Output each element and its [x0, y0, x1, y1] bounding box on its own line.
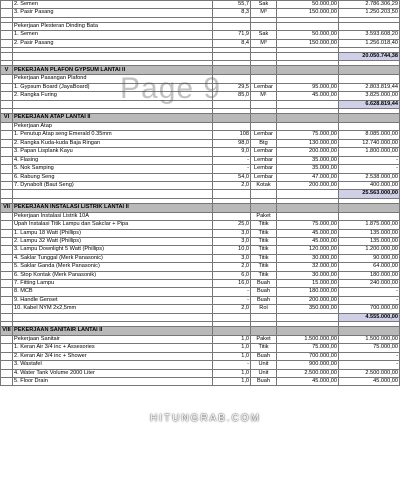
item-unit: M³: [251, 39, 277, 47]
subtotal-row: [1, 53, 400, 61]
item-description: 5. Nok Samping: [13, 165, 213, 173]
empty-cell: [277, 313, 339, 321]
item-volume: 1,0: [213, 352, 251, 360]
item-number: [1, 173, 13, 181]
item-total: [339, 22, 400, 30]
item-number: [1, 352, 13, 360]
item-unit-price: 32.000,00: [277, 263, 339, 271]
item-number: [1, 156, 13, 164]
item-number: [1, 344, 13, 352]
item-number: [1, 123, 13, 131]
item-total: -: [339, 165, 400, 173]
item-volume: 2,0: [213, 181, 251, 189]
item-volume: [213, 22, 251, 30]
empty-cell: [213, 53, 251, 61]
item-total: 180.000,00: [339, 271, 400, 279]
item-description: 3. Pasir Pasang: [13, 9, 213, 17]
table-row: [1, 288, 400, 296]
item-number: [1, 369, 13, 377]
item-volume: 1,0: [213, 369, 251, 377]
item-volume: 29,5: [213, 83, 251, 91]
item-number: [1, 336, 13, 344]
item-total: 2.500.000,00: [339, 369, 400, 377]
table-row: [1, 254, 400, 262]
empty-cell: [277, 53, 339, 61]
empty-cell: [277, 114, 339, 123]
item-volume: 9,0: [213, 148, 251, 156]
item-volume: 25,0: [213, 221, 251, 229]
empty-cell: [277, 66, 339, 75]
empty-cell: [213, 313, 251, 321]
item-total: 2.538.000,00: [339, 173, 400, 181]
item-total: 1.250.203,50: [339, 9, 400, 17]
item-unit: Btg: [251, 139, 277, 147]
item-volume: 10,0: [213, 246, 251, 254]
item-volume: 1,0: [213, 378, 251, 386]
item-unit: M³: [251, 9, 277, 17]
item-unit: Titik: [251, 221, 277, 229]
item-total: [339, 75, 400, 83]
item-unit-price: 45.000,00: [277, 92, 339, 100]
item-unit-price: 200.000,00: [277, 181, 339, 189]
empty-cell: [1, 53, 13, 61]
item-number: [1, 229, 13, 237]
item-description: 4. Flasing: [13, 156, 213, 164]
item-description: 1. Gypsum Board (JayaBoard): [13, 83, 213, 91]
section-title: PEKERJAAN INSTALASI LISTRIK LANTAI II: [13, 203, 213, 212]
item-number: [1, 22, 13, 30]
item-unit: Buah: [251, 279, 277, 287]
item-total: 3.825.000,00: [339, 92, 400, 100]
item-unit: Titik: [251, 254, 277, 262]
item-number: [1, 31, 13, 39]
item-volume: 108: [213, 131, 251, 139]
item-total: 3.593.608,20: [339, 31, 400, 39]
section-header-row: [1, 327, 400, 336]
item-unit: Titik: [251, 344, 277, 352]
item-total: 135.000,00: [339, 237, 400, 245]
item-number: [1, 305, 13, 313]
item-volume: -: [213, 288, 251, 296]
item-volume: -: [213, 361, 251, 369]
table-row: [1, 271, 400, 279]
empty-cell: [277, 100, 339, 108]
item-volume: 16,0: [213, 279, 251, 287]
item-description: 4. Saklar Tunggal (Merk Panasonic): [13, 254, 213, 262]
item-description: 10. Kabel NYM 2x2,5mm: [13, 305, 213, 313]
empty-cell: [213, 66, 251, 75]
item-unit: Buah: [251, 296, 277, 304]
item-unit: Kotak: [251, 181, 277, 189]
item-total: 12.740.000,00: [339, 139, 400, 147]
item-total: 8.085.000,00: [339, 131, 400, 139]
item-unit-price: 130.000,00: [277, 139, 339, 147]
page-watermark: Page 9: [120, 72, 222, 105]
item-total: [339, 123, 400, 131]
empty-cell: [213, 203, 251, 212]
item-unit-price: 45.000,00: [277, 229, 339, 237]
table-row: [1, 279, 400, 287]
item-total: -: [339, 352, 400, 360]
item-description: 4. Water Tank Volume 2000 Liter: [13, 369, 213, 377]
item-volume: 3,0: [213, 229, 251, 237]
table-row: [1, 246, 400, 254]
table-row: [1, 83, 400, 91]
subtotal-value: 4.555.000,00: [339, 313, 400, 321]
item-unit: [251, 123, 277, 131]
table-row: [1, 296, 400, 304]
item-volume: 1,0: [213, 336, 251, 344]
item-total: 2.803.819,44: [339, 83, 400, 91]
item-unit-price: [277, 212, 339, 220]
empty-cell: [251, 313, 277, 321]
item-total: 400.000,00: [339, 181, 400, 189]
item-description: Upah Instalasi Titik Lampu dan Sakclar + Pipa: [13, 221, 213, 229]
item-description: 3. Papan Lisplank Kayu: [13, 148, 213, 156]
item-number: [1, 288, 13, 296]
item-unit-price: 30.000,00: [277, 271, 339, 279]
item-unit: Lembar: [251, 131, 277, 139]
empty-cell: [251, 100, 277, 108]
subtotal-row: [1, 100, 400, 108]
table-row: [1, 75, 400, 83]
table-row: [1, 131, 400, 139]
section-number: V: [1, 66, 13, 75]
item-volume: 8,4: [213, 39, 251, 47]
item-unit: Lembar: [251, 83, 277, 91]
item-number: [1, 279, 13, 287]
item-unit: Lembar: [251, 165, 277, 173]
item-unit-price: 75.000,00: [277, 131, 339, 139]
table-row: [1, 1, 400, 9]
table-row: [1, 9, 400, 17]
table-row: [1, 237, 400, 245]
item-unit-price: [277, 22, 339, 30]
item-unit: Titik: [251, 271, 277, 279]
item-volume: 2,0: [213, 263, 251, 271]
empty-cell: [251, 53, 277, 61]
item-unit-price: 45.000,00: [277, 378, 339, 386]
table-row: [1, 92, 400, 100]
table-row: [1, 221, 400, 229]
item-unit-price: [277, 123, 339, 131]
table-row: [1, 22, 400, 30]
item-total: 1.500.000,00: [339, 336, 400, 344]
item-unit-price: 15.000,00: [277, 279, 339, 287]
empty-cell: [213, 114, 251, 123]
empty-cell: [251, 203, 277, 212]
item-unit: Buah: [251, 378, 277, 386]
item-unit: Buah: [251, 352, 277, 360]
item-description: Pekerjaan Instalasi Listrik 10A: [13, 212, 213, 220]
item-total: 90.000,00: [339, 254, 400, 262]
item-unit-price: 180.000,00: [277, 288, 339, 296]
empty-cell: [251, 190, 277, 198]
item-volume: 98,0: [213, 139, 251, 147]
item-volume: 2,0: [213, 305, 251, 313]
item-total: 75.000,00: [339, 344, 400, 352]
item-description: 7. Fitting Lampu: [13, 279, 213, 287]
section-title: PEKERJAAN ATAP LANTAI II: [13, 114, 213, 123]
item-number: [1, 148, 13, 156]
table-row: [1, 361, 400, 369]
empty-cell: [213, 100, 251, 108]
item-unit-price: 35.000,00: [277, 165, 339, 173]
item-volume: 1,0: [213, 344, 251, 352]
item-number: [1, 263, 13, 271]
subtotal-value: 20.050.744,38: [339, 53, 400, 61]
item-volume: -: [213, 296, 251, 304]
item-unit-price: 1.500.000,00: [277, 336, 339, 344]
item-description: Pekerjaan Plesteran Dinding Bata: [13, 22, 213, 30]
item-description: 8. MCB: [13, 288, 213, 296]
section-number: VI: [1, 114, 13, 123]
item-unit: M¹: [251, 92, 277, 100]
item-number: [1, 83, 13, 91]
table-row: [1, 344, 400, 352]
item-unit-price: 120.000,00: [277, 246, 339, 254]
item-total: 1.800.000,00: [339, 148, 400, 156]
empty-cell: [339, 114, 400, 123]
item-volume: [213, 212, 251, 220]
item-unit: Titik: [251, 229, 277, 237]
item-number: [1, 92, 13, 100]
table-row: [1, 139, 400, 147]
table-row: [1, 31, 400, 39]
item-total: 2.786.306,29: [339, 1, 400, 9]
item-unit-price: 200.000,00: [277, 148, 339, 156]
item-unit-price: 95.000,00: [277, 83, 339, 91]
table-row: [1, 369, 400, 377]
item-number: [1, 165, 13, 173]
item-volume: 71,9: [213, 31, 251, 39]
item-total: -: [339, 156, 400, 164]
empty-cell: [213, 190, 251, 198]
item-volume: -: [213, 156, 251, 164]
item-number: [1, 131, 13, 139]
empty-cell: [213, 327, 251, 336]
item-unit: Lembar: [251, 156, 277, 164]
item-description: 3. Wastafel: [13, 361, 213, 369]
empty-cell: [277, 190, 339, 198]
item-unit: Unit: [251, 361, 277, 369]
item-total: 700.000,00: [339, 305, 400, 313]
section-number: VIII: [1, 327, 13, 336]
item-unit-price: 50.000,00: [277, 31, 339, 39]
item-description: 2. Pasir Pasang: [13, 39, 213, 47]
item-unit: Paket: [251, 336, 277, 344]
item-total: -: [339, 296, 400, 304]
empty-cell: [13, 190, 213, 198]
item-unit: Titik: [251, 237, 277, 245]
item-description: 3. Lampu Downlight 5 Watt (Phillips): [13, 246, 213, 254]
subtotal-row: [1, 190, 400, 198]
item-unit-price: 150.000,00: [277, 9, 339, 17]
empty-cell: [13, 100, 213, 108]
section-header-row: [1, 203, 400, 212]
item-description: 6. Stop Kontak (Merk Panasonik): [13, 271, 213, 279]
item-number: [1, 139, 13, 147]
item-number: [1, 254, 13, 262]
item-unit: Paket: [251, 212, 277, 220]
empty-cell: [277, 203, 339, 212]
empty-cell: [339, 203, 400, 212]
item-volume: [213, 123, 251, 131]
item-unit-price: 150.000,00: [277, 39, 339, 47]
item-unit: Sak: [251, 31, 277, 39]
item-total: 135.000,00: [339, 229, 400, 237]
item-volume: 54,0: [213, 173, 251, 181]
item-description: 2. Rangka Kuda-kuda Baja Ringan: [13, 139, 213, 147]
item-unit: Unit: [251, 369, 277, 377]
table-row: [1, 378, 400, 386]
subtotal-value: 6.628.819,44: [339, 100, 400, 108]
item-description: 9. Handle Genset: [13, 296, 213, 304]
item-description: 5. Saklar Ganda (Merk Panasonic): [13, 263, 213, 271]
table-row: [1, 212, 400, 220]
empty-cell: [251, 66, 277, 75]
item-unit-price: 700.000,00: [277, 352, 339, 360]
item-number: [1, 296, 13, 304]
item-number: [1, 221, 13, 229]
item-unit-price: 2.500.000,00: [277, 369, 339, 377]
table-row: [1, 165, 400, 173]
item-unit-price: 30.000,00: [277, 254, 339, 262]
table-row: [1, 352, 400, 360]
empty-cell: [251, 327, 277, 336]
item-unit-price: 75.000,00: [277, 221, 339, 229]
subtotal-value: 25.563.000,00: [339, 190, 400, 198]
item-unit: Titik: [251, 263, 277, 271]
item-volume: -: [213, 165, 251, 173]
item-unit: Sak: [251, 1, 277, 9]
item-volume: 85,0: [213, 92, 251, 100]
item-description: Pekerjaan Atap: [13, 123, 213, 131]
empty-cell: [13, 313, 213, 321]
item-description: 1. Lampu 18 Watt (Phillips): [13, 229, 213, 237]
section-header-row: [1, 66, 400, 75]
item-total: [339, 212, 400, 220]
item-unit-price: 47.000,00: [277, 173, 339, 181]
item-volume: 6,0: [213, 271, 251, 279]
subtotal-row: [1, 313, 400, 321]
item-description: 6. Rabung Seng: [13, 173, 213, 181]
item-unit-price: 45.000,00: [277, 237, 339, 245]
item-volume: 55,7: [213, 1, 251, 9]
item-unit: Lembar: [251, 148, 277, 156]
item-number: [1, 378, 13, 386]
site-watermark: HITUNGRAB.COM: [150, 413, 261, 424]
empty-cell: [339, 327, 400, 336]
item-total: 1.875.000,00: [339, 221, 400, 229]
item-unit-price: 900.000,00: [277, 361, 339, 369]
item-unit: Titik: [251, 246, 277, 254]
item-volume: 8,3: [213, 9, 251, 17]
item-description: Pekerjaan Pasangan Plafond: [13, 75, 213, 83]
item-unit: Lembar: [251, 173, 277, 181]
item-number: [1, 212, 13, 220]
table-row: [1, 229, 400, 237]
empty-cell: [13, 53, 213, 61]
item-number: [1, 9, 13, 17]
item-number: [1, 361, 13, 369]
empty-cell: [339, 66, 400, 75]
item-unit-price: [277, 75, 339, 83]
item-total: -: [339, 361, 400, 369]
item-number: [1, 246, 13, 254]
item-total: 64.000,00: [339, 263, 400, 271]
empty-cell: [1, 313, 13, 321]
section-title: PEKERJAAN SANITAIR LANTAI II: [13, 327, 213, 336]
table-row: [1, 263, 400, 271]
section-header-row: [1, 114, 400, 123]
empty-cell: [1, 190, 13, 198]
item-description: 7. Dynabolt (Baut Seng): [13, 181, 213, 189]
item-description: 1. Keran Air 3/4 inc + Assesories: [13, 344, 213, 352]
empty-cell: [251, 114, 277, 123]
item-unit: [251, 22, 277, 30]
item-unit: Buah: [251, 288, 277, 296]
item-total: 1.200.000,00: [339, 246, 400, 254]
item-number: [1, 1, 13, 9]
table-row: [1, 156, 400, 164]
item-unit-price: 50.000,00: [277, 1, 339, 9]
item-description: 2. Rangka Furing: [13, 92, 213, 100]
empty-cell: [1, 100, 13, 108]
table-row: [1, 123, 400, 131]
item-description: Pekerjaan Sanitair: [13, 336, 213, 344]
item-description: 5. Floor Drain: [13, 378, 213, 386]
item-total: 45.000,00: [339, 378, 400, 386]
table-row: [1, 181, 400, 189]
item-total: 1.256.018,40: [339, 39, 400, 47]
empty-cell: [277, 327, 339, 336]
section-title: PEKERJAAN PLAFON GYPSUM LANTAI II: [13, 66, 213, 75]
item-description: 2. Semen: [13, 1, 213, 9]
item-number: [1, 237, 13, 245]
item-description: 2. Lampu 32 Watt (Phillips): [13, 237, 213, 245]
item-volume: 3,0: [213, 254, 251, 262]
item-number: [1, 75, 13, 83]
section-number: VII: [1, 203, 13, 212]
item-description: 1. Penutup Atap seng Emerald 0.35mm: [13, 131, 213, 139]
table-row: [1, 173, 400, 181]
item-number: [1, 271, 13, 279]
item-unit-price: 35.000,00: [277, 156, 339, 164]
table-row: [1, 305, 400, 313]
item-description: 1. Semen: [13, 31, 213, 39]
item-volume: 3,0: [213, 237, 251, 245]
item-unit-price: 75.000,00: [277, 344, 339, 352]
table-row: [1, 148, 400, 156]
item-description: 2. Keran Air 3/4 inc + Shower: [13, 352, 213, 360]
table-row: [1, 39, 400, 47]
item-number: [1, 181, 13, 189]
item-unit-price: 200.000,00: [277, 296, 339, 304]
item-total: 240.000,00: [339, 279, 400, 287]
table-body: [1, 1, 400, 386]
item-volume: [213, 75, 251, 83]
item-number: [1, 39, 13, 47]
table-row: [1, 336, 400, 344]
item-unit: [251, 75, 277, 83]
item-total: -: [339, 288, 400, 296]
item-unit: Rol: [251, 305, 277, 313]
item-unit-price: 350.000,00: [277, 305, 339, 313]
